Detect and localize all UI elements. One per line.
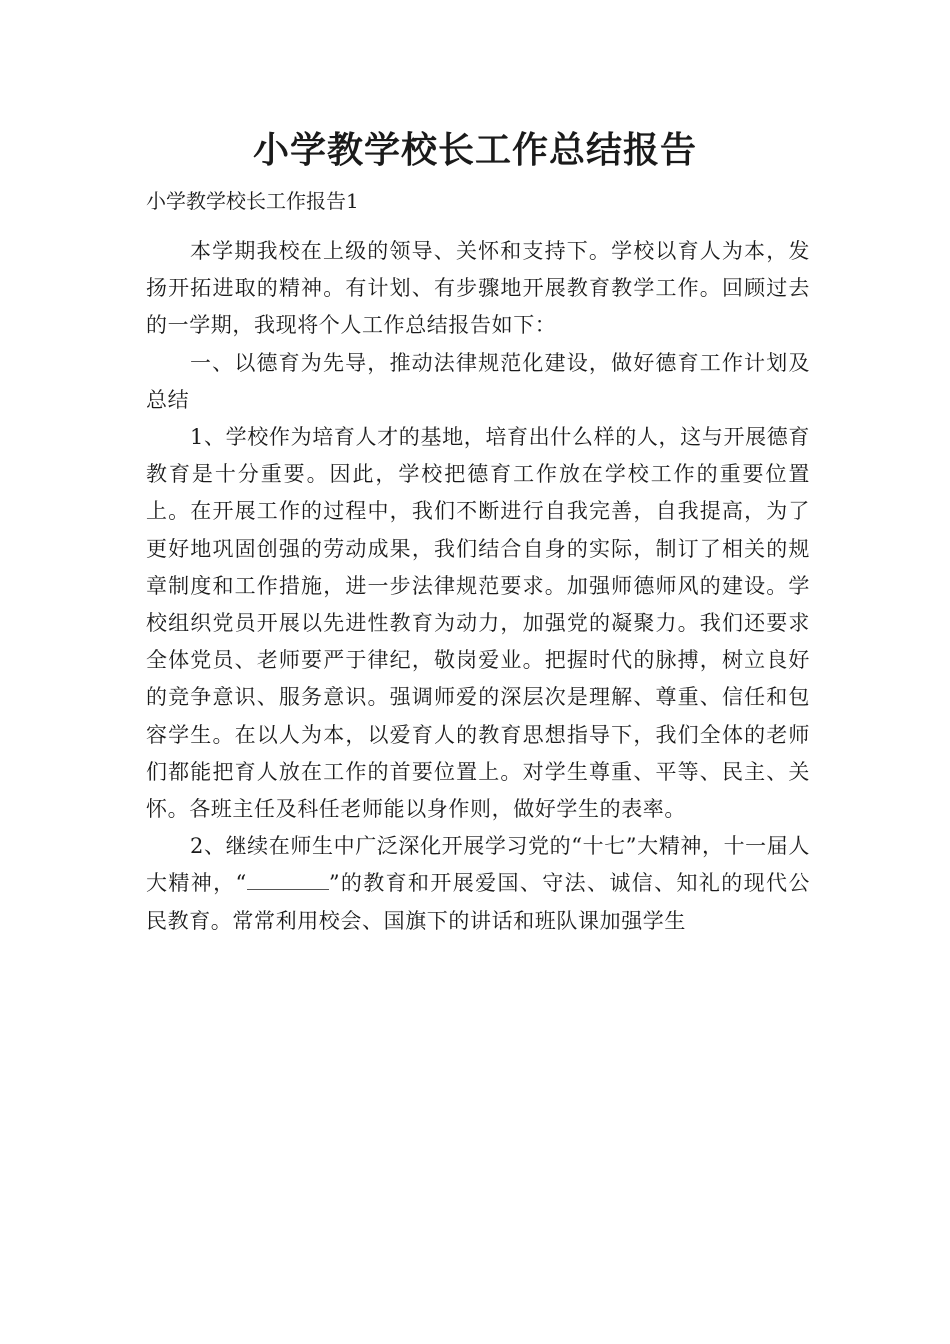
fill-in-blank-line	[247, 871, 329, 890]
point-1-paragraph: 1、学校作为培育人才的基地，培育出什么样的人，这与开展德育教育是十分重要。因此，学校把德育工作放在学校工作的重要位置上。在开展工作的过程中，我们不断进行自我完善，自我提高，为了更好地巩固创强的劳动成果，我们结合自身的实际，制订了相关的规章制度和工作措施，进一步法律规范要求。加强师德师风的建设。学校组织党员开展以先进性教育为动力，加强党的凝聚力。我们还要求全体党员、老师要严于律纪，敬岗爱业。把握时代的脉搏，树立良好的竞争意识、服务意识。强调师爱的深层次是理解、尊重、信任和包容学生。在以人为本，以爱育人的教育思想指导下，我们全体的老师们都能把育人放在工作的首要位置上。对学生尊重、平等、民主、关怀。各班主任及科任老师能以身作则，做好学生的表率。	[146, 425, 810, 822]
document-title: 小学教学校长工作总结报告	[252, 130, 697, 171]
point-2-text-after-blank: ”的教育和开展爱国、守法、诚信、知礼的现代公民教育。常常利用校会、国旗下的讲话和班队课加强学生	[146, 871, 810, 933]
document-body	[146, 233, 810, 940]
section-heading-paragraph: 一、以德育为先导，推动法律规范化建设，做好德育工作计划及总结	[146, 350, 810, 412]
point-2-paragraph	[146, 828, 810, 940]
intro-paragraph: 本学期我校在上级的领导、关怀和支持下。学校以育人为本，发扬开拓进取的精神。有计划、有步骤地开展教育教学工作。回顾过去的一学期，我现将个人工作总结报告如下：	[146, 239, 810, 338]
point-2-text-before-blank: 2、继续在师生中广泛深化开展学习党的“十七”大精神，十一届人大精神，“	[146, 834, 810, 896]
document-subtitle: 小学教学校长工作报告1	[146, 189, 359, 213]
